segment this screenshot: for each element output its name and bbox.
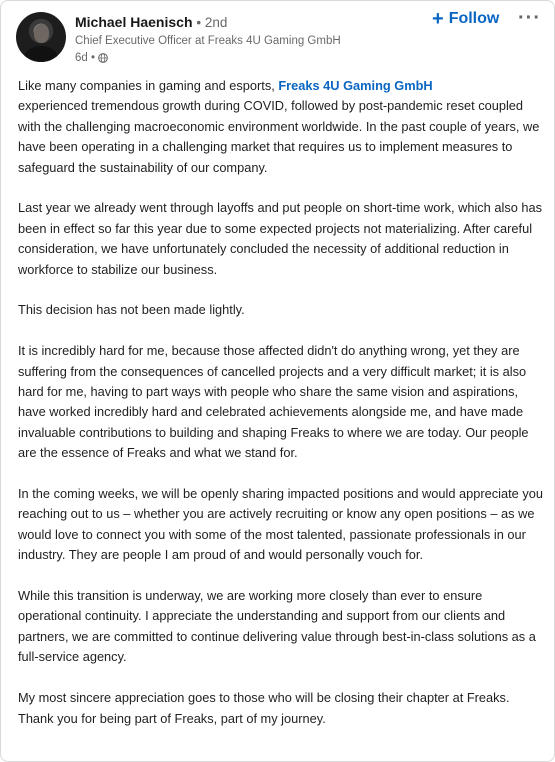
post-header: [1, 1, 554, 71]
paragraph-2: Last year we already went through layoffs and put people on short-time work, which also has been in effect so far this year due to some expected projects not materializing. After careful consideration, we have unfortunately concluded the necessity of additional reduction in workforce to stabilize our business.: [18, 200, 543, 277]
globe-icon: [98, 53, 108, 63]
connection-degree: • 2nd: [196, 15, 228, 30]
author-name-row[interactable]: [75, 14, 227, 30]
paragraph-3: This decision has not been made lightly.: [18, 302, 245, 318]
author-name[interactable]: Michael Haenisch: [75, 14, 193, 30]
paragraph-7: My most sincere appreciation goes to those who will be closing their chapter at Freaks. Thank you for being part of Freaks, part of my journey.: [18, 690, 510, 726]
post-body: [18, 76, 548, 749]
plus-icon: +: [432, 8, 444, 30]
paragraph-5: In the coming weeks, we will be openly sharing impacted positions and would appreciate you reaching out to us – whether you are actively recruiting or know any open positions – as we would love to connect you with some of the most talented, passionate professionals in our industry. They are people I am proud of and would personally vouch for.: [18, 486, 543, 563]
avatar[interactable]: [16, 12, 66, 62]
more-icon[interactable]: ···: [518, 7, 541, 29]
paragraph-6: While this transition is underway, we are working more closely than ever to ensure operational continuity. I appreciate the understanding and support from our clients and partners, we are committed to continue delivering value through best-in-class solutions as a full-service agency.: [18, 588, 536, 665]
follow-button[interactable]: [432, 10, 499, 28]
paragraph-1-rest: experienced tremendous growth during COVID, followed by post-pandemic reset coupled with the challenging macroeconomic environment worldwide. In the past couple of years, we have been operating in a challenging market that requires us to implement measures to safeguard the sustainability of our company.: [18, 98, 540, 175]
paragraph-1: [18, 76, 548, 178]
follow-label: Follow: [448, 10, 500, 27]
paragraph-1-intro: Like many companies in gaming and esports,: [18, 78, 279, 93]
paragraph-4: It is incredibly hard for me, because those affected didn't do anything wrong, yet they are suffering from the consequences of cancelled projects and a very difficult market; it is also hard for me, having to part ways with people who share the same vision and aspirations, have worked incredibly hard and celebrated achievements alongside me, and have made invaluable contributions to building and shaping Freaks to where we are today. Our people are the essence of Freaks and what we stand for.: [18, 343, 529, 461]
post-meta: [75, 52, 108, 64]
author-headline: Chief Executive Officer at Freaks 4U Gaming GmbH: [75, 35, 341, 47]
post-time: 6d •: [75, 52, 96, 64]
avatar-shoulders: [24, 46, 58, 62]
avatar-face: [34, 24, 49, 43]
company-mention-link[interactable]: Freaks 4U Gaming GmbH: [278, 78, 433, 93]
